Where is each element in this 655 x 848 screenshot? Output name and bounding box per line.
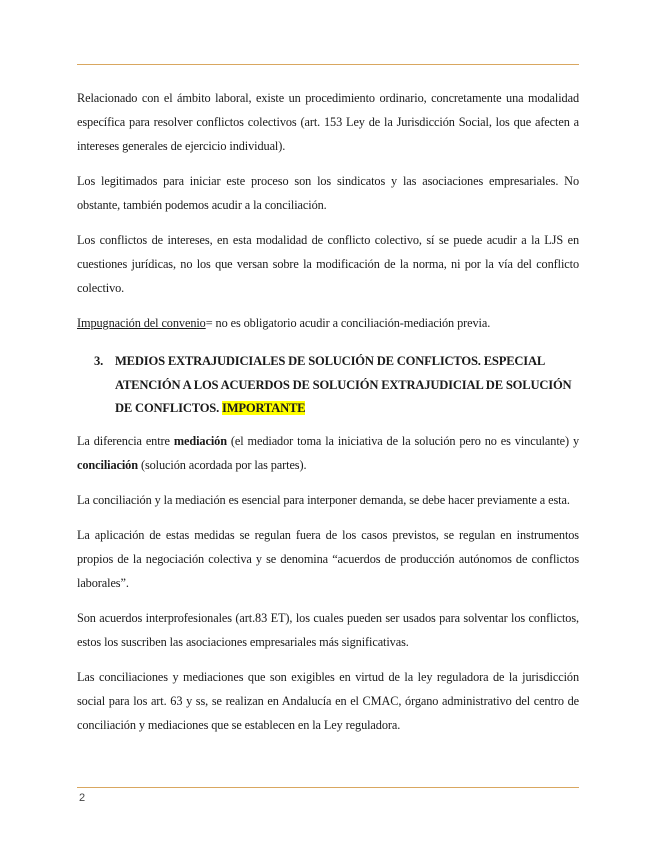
impugnacion-term: Impugnación del convenio <box>77 316 206 330</box>
term-mediacion: mediación <box>173 433 227 448</box>
impugnacion-text: = no es obligatorio acudir a conciliación-mediación previa. <box>205 316 491 330</box>
header-rule <box>77 64 579 65</box>
importante-highlight: IMPORTANTE <box>222 401 306 415</box>
paragraph-diferencia <box>77 429 579 477</box>
diferencia-c: (el mediador toma la iniciativa de la solución pero no es vinculante) y <box>226 433 580 448</box>
paragraph-aplicacion: La aplicación de estas medidas se regulan fuera de los casos previstos, se regulan en instrumentos propios de la negociación colectiva y se denomina “acuerdos de producción autónomos de conflictos laborales”. <box>77 527 579 590</box>
diferencia-d: (solución acordada por las partes). <box>137 457 307 472</box>
footer-rule <box>77 787 579 788</box>
paragraph-conflictos-intereses: Los conflictos de intereses, en esta modalidad de conflicto colectivo, sí se puede acudir a la LJS en cuestiones jurídicas, no los que versan sobre la modificación de la norma, ni por la vía del conflicto colectivo. <box>77 233 579 295</box>
section-title: MEDIOS EXTRAJUDICIALES DE SOLUCIÓN DE CONFLICTOS. ESPECIAL ATENCIÓN A LOS ACUERDOS DE SOLUCIÓN EXTRAJUDICIAL DE SOLUCIÓN DE CONFLICTOS. <box>115 354 572 415</box>
paragraph-esencial: La conciliación y la mediación es esencial para interponer demanda, se debe hacer previamente a esta. <box>77 492 570 507</box>
section-heading <box>77 350 579 421</box>
document-body <box>77 86 579 748</box>
term-conciliacion: conciliación <box>77 457 138 472</box>
paragraph-procedimiento: Relacionado con el ámbito laboral, existe un procedimiento ordinario, concretamente una modalidad específica para resolver conflictos colectivos (art. 153 Ley de la Jurisdicción Social, los que afecten a intereses generales de ejercicio individual). <box>77 91 579 153</box>
paragraph-cmac: Las conciliaciones y mediaciones que son exigibles en virtud de la ley reguladora de la jurisdicción social para los art. 63 y ss, se realizan en Andalucía en el CMAC, órgano administrativo del centro de conciliación y mediaciones que se establecen en la Ley reguladora. <box>77 669 579 732</box>
paragraph-acuerdos: Son acuerdos interprofesionales (art.83 ET), los cuales pueden ser usados para solventar los conflictos, estos los suscriben las asociaciones empresariales más significativas. <box>77 610 579 649</box>
page-number: 2 <box>79 792 86 804</box>
section-title-block <box>115 350 579 421</box>
diferencia-a: La diferencia entre <box>77 433 174 448</box>
paragraph-impugnacion <box>77 311 579 335</box>
paragraph-legitimados: Los legitimados para iniciar este proceso son los sindicatos y las asociaciones empresariales. No obstante, también podemos acudir a la conciliación. <box>77 174 579 212</box>
section-number: 3. <box>94 354 104 368</box>
